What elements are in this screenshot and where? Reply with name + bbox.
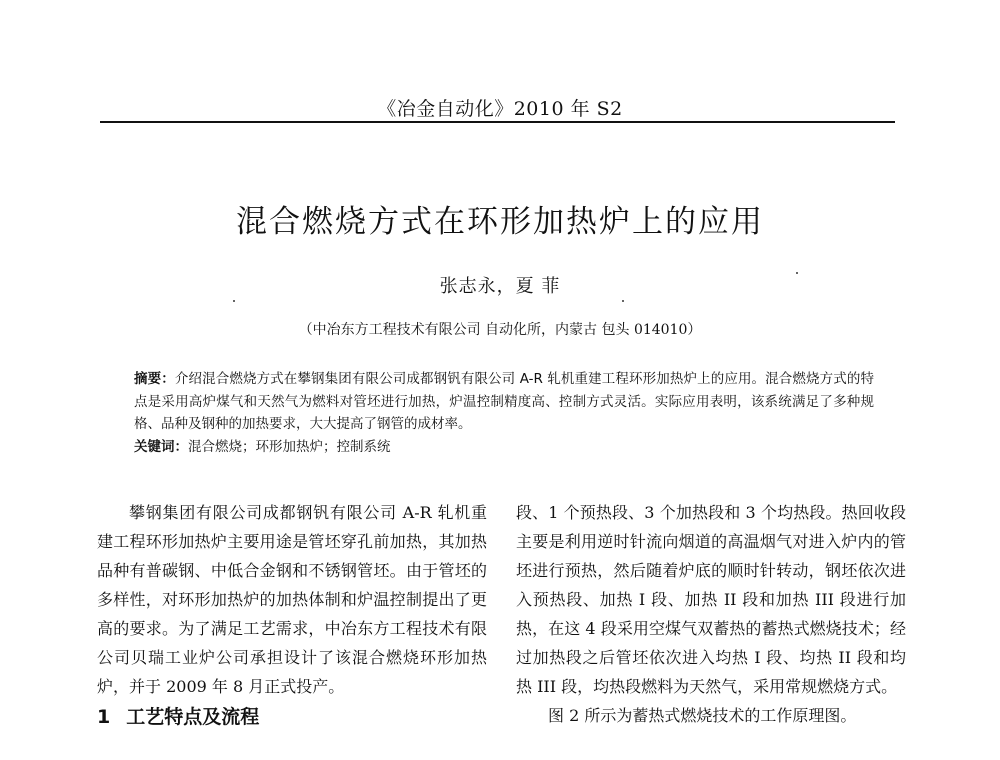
abstract-text: 介绍混合燃烧方式在攀钢集团有限公司成都钢钒有限公司 A-R 轧机重建工程环形加热炉上的应用。混合燃烧方式的特点是采用高炉煤气和天然气为燃料对管坯进行加热，炉温控制精度高、控制方式灵活。实际应用表明，该系统满足了多种规格、品种及钢种的加热要求，大大提高了钢管的成材率。	[134, 371, 874, 432]
scan-speck	[233, 300, 235, 302]
abstract-label: 摘要：	[134, 371, 175, 387]
keywords-label: 关键词：	[134, 438, 188, 455]
scan-speck	[796, 272, 798, 274]
header-rule	[100, 121, 895, 123]
section-heading	[97, 701, 487, 733]
section-number: 1	[97, 706, 111, 728]
keywords-paragraph	[134, 436, 874, 459]
process-paragraph: 段、1 个预热段、3 个加热段和 3 个均热段。热回收段主要是利用逆时针流向烟道的高温烟气对进入炉内的管坯进行预热，然后随着炉底的顺时针转动，钢坯依次进入预热段、加热 I 段、加热 II 段和加热 III 段进行加热，在这 4 段采用空煤气双蓄热的蓄热式燃烧技术；经过加热段之后管坯依次进入均热 I 段、均热 II 段和均热 III 段，均热段燃料为天然气，采用常规燃烧方式。	[516, 503, 906, 696]
left-column	[97, 498, 487, 733]
keywords-text: 混合燃烧；环形加热炉；控制系统	[188, 438, 391, 455]
article-authors: 张志永，夏 菲	[439, 276, 561, 297]
section-title: 工艺特点及流程	[126, 706, 260, 728]
scan-speck	[622, 300, 624, 302]
right-column	[516, 498, 906, 730]
abstract-block	[134, 368, 874, 458]
intro-paragraph: 攀钢集团有限公司成都钢钒有限公司 A-R 轧机重建工程环形加热炉主要用途是管坯穿孔前加热，其加热品种有普碳钢、中低合金钢和不锈钢管坯。由于管坯的多样性，对环形加热炉的加热体制和炉温控制提出了更高的要求。为了满足工艺需求，中冶东方工程技术有限公司贝瑞工业炉公司承担设计了该混合燃烧环形加热炉，并于 2009 年 8 月正式投产。	[97, 503, 487, 696]
abstract-paragraph	[134, 368, 874, 436]
journal-header: 《冶金自动化》2010 年 S2	[377, 98, 623, 120]
article-title: 混合燃烧方式在环形加热炉上的应用	[236, 204, 764, 240]
figure-reference-paragraph: 图 2 所示为蓄热式燃烧技术的工作原理图。	[548, 706, 857, 725]
article-affiliation: （中冶东方工程技术有限公司 自动化所，内蒙古 包头 014010）	[298, 322, 702, 338]
